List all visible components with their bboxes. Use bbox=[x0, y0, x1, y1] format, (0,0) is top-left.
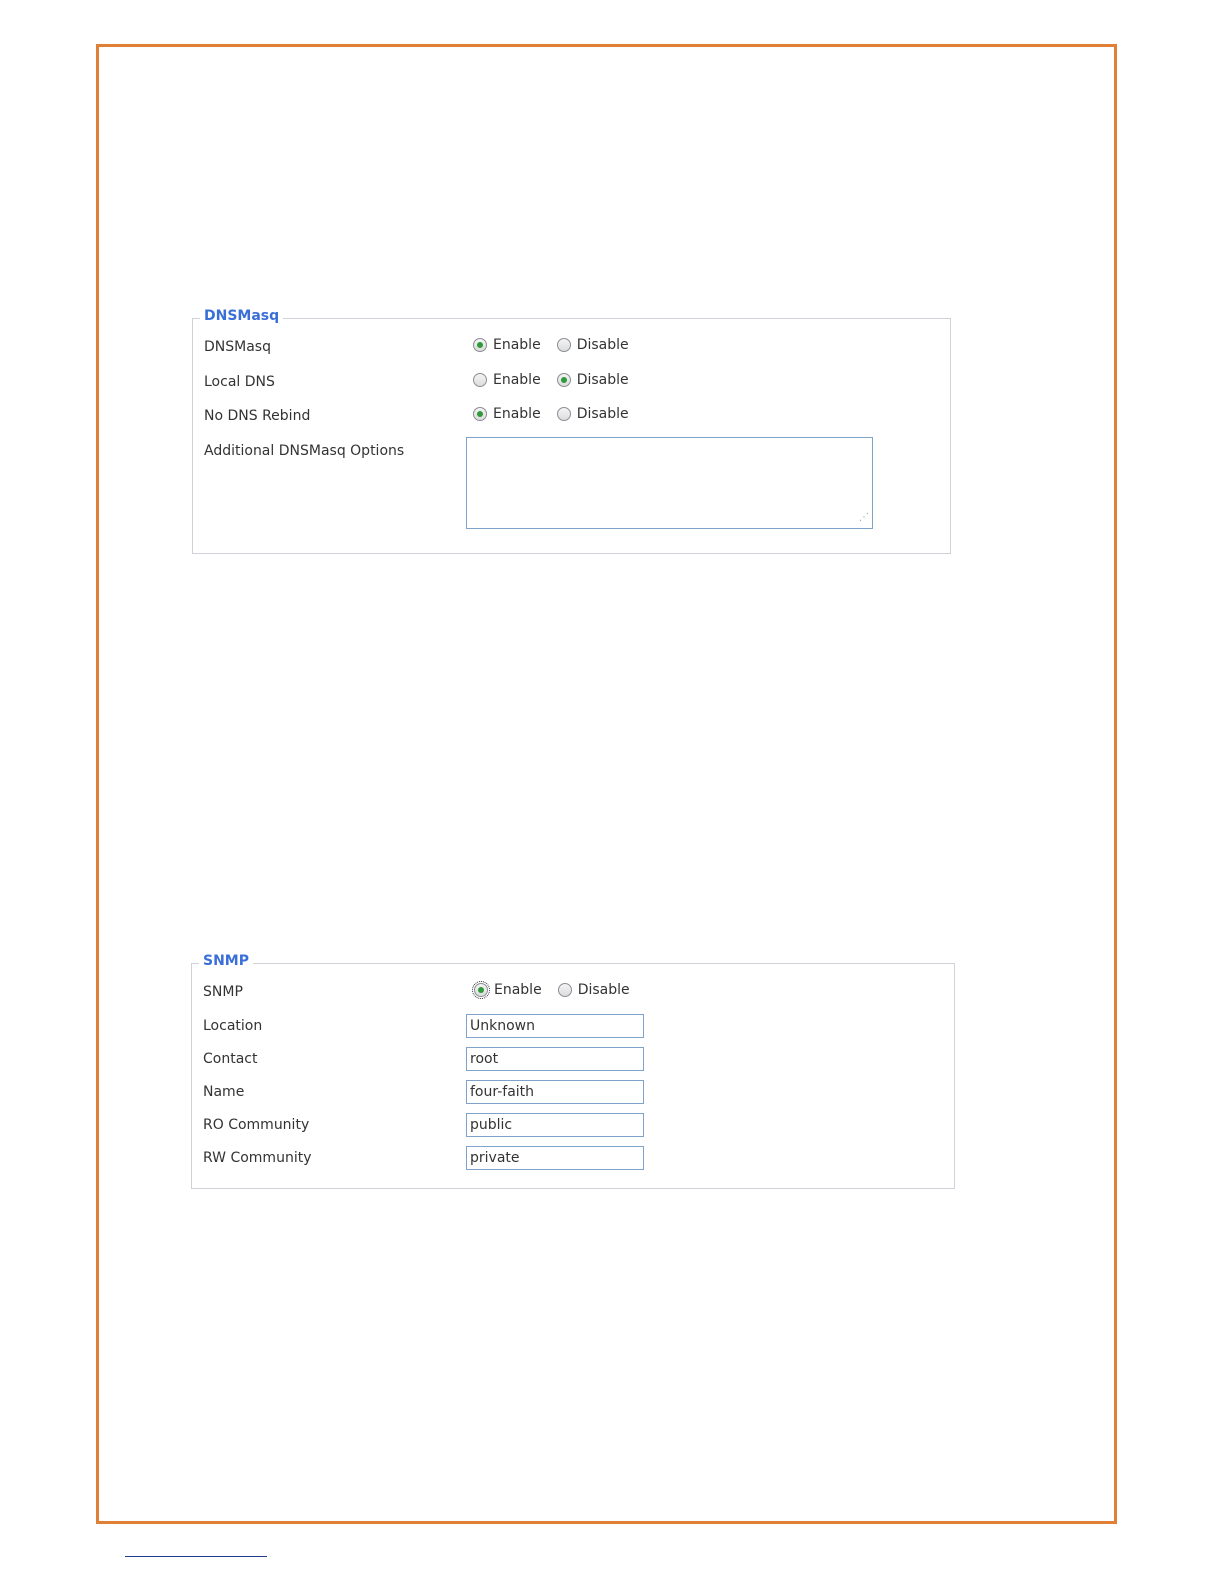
snmp-disable-text: Disable bbox=[577, 982, 630, 998]
contact-label: Contact bbox=[203, 1051, 258, 1067]
ro-community-label: RO Community bbox=[203, 1117, 310, 1133]
dnsmasq-row bbox=[193, 335, 950, 361]
name-input[interactable]: four-faith bbox=[466, 1080, 644, 1104]
rw-community-label: RW Community bbox=[203, 1150, 312, 1166]
snmp-radio-group bbox=[474, 982, 646, 998]
snmp-legend: SNMP bbox=[199, 952, 253, 970]
snmp-enable-option[interactable] bbox=[474, 982, 542, 998]
snmp-panel bbox=[191, 953, 955, 1189]
snmp-enable-radio[interactable] bbox=[474, 983, 488, 997]
location-input[interactable]: Unknown bbox=[466, 1014, 644, 1038]
snmp-toggle-row bbox=[192, 980, 954, 1006]
local-dns-row bbox=[193, 370, 950, 396]
local-dns-enable-radio[interactable] bbox=[473, 373, 487, 387]
local-dns-disable-option[interactable] bbox=[557, 372, 629, 388]
dnsmasq-disable-radio[interactable] bbox=[557, 338, 571, 352]
location-label: Location bbox=[203, 1018, 263, 1034]
dnsmasq-enable-text: Enable bbox=[493, 337, 541, 353]
no-dns-rebind-radio-group bbox=[473, 406, 645, 422]
dnsmasq-radio-group bbox=[473, 337, 645, 353]
rw-community-input[interactable]: private bbox=[466, 1146, 644, 1170]
dnsmasq-disable-text: Disable bbox=[576, 337, 629, 353]
footer-link-underline bbox=[125, 1556, 267, 1557]
page-frame bbox=[96, 44, 1117, 1524]
additional-options-label: Additional DNSMasq Options bbox=[204, 443, 405, 459]
local-dns-enable-option[interactable] bbox=[473, 372, 541, 388]
rw-community-row bbox=[192, 1146, 954, 1172]
no-dns-rebind-disable-text: Disable bbox=[576, 406, 629, 422]
snmp-toggle-label: SNMP bbox=[203, 984, 243, 1000]
ro-community-input[interactable]: public bbox=[466, 1113, 644, 1137]
dnsmasq-legend: DNSMasq bbox=[200, 307, 283, 325]
local-dns-disable-text: Disable bbox=[576, 372, 629, 388]
snmp-disable-radio[interactable] bbox=[558, 983, 572, 997]
dnsmasq-label: DNSMasq bbox=[204, 339, 271, 355]
dnsmasq-panel bbox=[192, 308, 951, 554]
location-row bbox=[192, 1014, 954, 1040]
resize-grip-icon[interactable]: ⋰ bbox=[859, 512, 869, 523]
no-dns-rebind-enable-text: Enable bbox=[493, 406, 541, 422]
dnsmasq-disable-option[interactable] bbox=[557, 337, 629, 353]
dnsmasq-enable-radio[interactable] bbox=[473, 338, 487, 352]
local-dns-disable-radio[interactable] bbox=[557, 373, 571, 387]
no-dns-rebind-disable-radio[interactable] bbox=[557, 407, 571, 421]
snmp-enable-text: Enable bbox=[494, 982, 542, 998]
name-label: Name bbox=[203, 1084, 245, 1100]
no-dns-rebind-enable-option[interactable] bbox=[473, 406, 541, 422]
local-dns-radio-group bbox=[473, 372, 645, 388]
contact-input[interactable]: root bbox=[466, 1047, 644, 1071]
no-dns-rebind-label: No DNS Rebind bbox=[204, 408, 311, 424]
no-dns-rebind-enable-radio[interactable] bbox=[473, 407, 487, 421]
local-dns-enable-text: Enable bbox=[493, 372, 541, 388]
snmp-disable-option[interactable] bbox=[558, 982, 630, 998]
ro-community-row bbox=[192, 1113, 954, 1139]
contact-row bbox=[192, 1047, 954, 1073]
dnsmasq-enable-option[interactable] bbox=[473, 337, 541, 353]
additional-options-textarea[interactable] bbox=[466, 437, 873, 529]
no-dns-rebind-row bbox=[193, 404, 950, 430]
no-dns-rebind-disable-option[interactable] bbox=[557, 406, 629, 422]
name-row bbox=[192, 1080, 954, 1106]
local-dns-label: Local DNS bbox=[204, 374, 275, 390]
